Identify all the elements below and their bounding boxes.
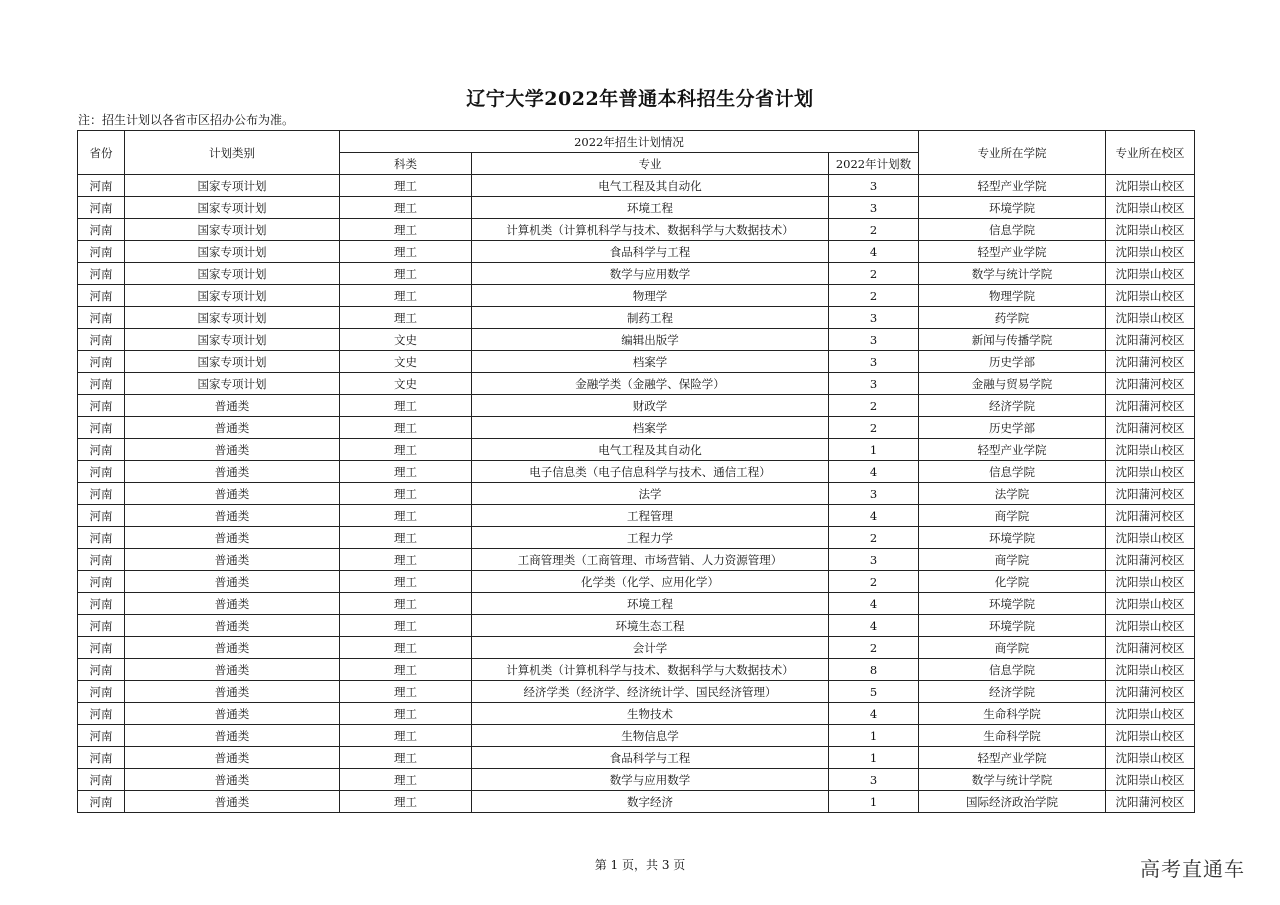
cell-major: 档案学 <box>472 351 829 373</box>
cell-count: 2 <box>829 395 919 417</box>
cell-major: 编辑出版学 <box>472 329 829 351</box>
table-row <box>78 351 1195 373</box>
cell-college: 环境学院 <box>919 593 1106 615</box>
cell-province: 河南 <box>78 439 125 461</box>
header-plan-type: 计划类别 <box>125 131 340 175</box>
cell-province: 河南 <box>78 219 125 241</box>
cell-subject: 理工 <box>340 417 472 439</box>
cell-count: 3 <box>829 175 919 197</box>
cell-province: 河南 <box>78 175 125 197</box>
cell-campus: 沈阳蒲河校区 <box>1106 351 1195 373</box>
cell-plan-type: 普通类 <box>125 725 340 747</box>
table-row <box>78 505 1195 527</box>
cell-major: 数字经济 <box>472 791 829 813</box>
page-title: 辽宁大学2022年普通本科招生分省计划 <box>466 88 814 110</box>
cell-province: 河南 <box>78 549 125 571</box>
table-row <box>78 285 1195 307</box>
cell-province: 河南 <box>78 373 125 395</box>
cell-plan-type: 普通类 <box>125 549 340 571</box>
table-row <box>78 461 1195 483</box>
cell-province: 河南 <box>78 615 125 637</box>
cell-count: 2 <box>829 263 919 285</box>
cell-province: 河南 <box>78 681 125 703</box>
table-row <box>78 439 1195 461</box>
cell-province: 河南 <box>78 351 125 373</box>
cell-college: 经济学院 <box>919 395 1106 417</box>
cell-count: 3 <box>829 549 919 571</box>
cell-count: 3 <box>829 483 919 505</box>
cell-campus: 沈阳蒲河校区 <box>1106 505 1195 527</box>
cell-province: 河南 <box>78 263 125 285</box>
cell-campus: 沈阳崇山校区 <box>1106 241 1195 263</box>
table-row <box>78 725 1195 747</box>
cell-count: 8 <box>829 659 919 681</box>
cell-count: 1 <box>829 791 919 813</box>
cell-campus: 沈阳蒲河校区 <box>1106 329 1195 351</box>
cell-count: 4 <box>829 703 919 725</box>
cell-subject: 理工 <box>340 197 472 219</box>
cell-major: 数学与应用数学 <box>472 769 829 791</box>
table-row <box>78 659 1195 681</box>
cell-campus: 沈阳蒲河校区 <box>1106 549 1195 571</box>
table-row <box>78 769 1195 791</box>
cell-college: 历史学部 <box>919 417 1106 439</box>
cell-major: 工程管理 <box>472 505 829 527</box>
cell-province: 河南 <box>78 197 125 219</box>
cell-plan-type: 普通类 <box>125 527 340 549</box>
table-row <box>78 747 1195 769</box>
cell-college: 物理学院 <box>919 285 1106 307</box>
cell-subject: 理工 <box>340 615 472 637</box>
cell-campus: 沈阳崇山校区 <box>1106 747 1195 769</box>
cell-subject: 理工 <box>340 593 472 615</box>
cell-subject: 理工 <box>340 395 472 417</box>
cell-plan-type: 国家专项计划 <box>125 329 340 351</box>
cell-count: 1 <box>829 439 919 461</box>
cell-major: 法学 <box>472 483 829 505</box>
cell-plan-type: 普通类 <box>125 659 340 681</box>
header-subject: 科类 <box>340 153 472 175</box>
cell-subject: 理工 <box>340 483 472 505</box>
table-row <box>78 395 1195 417</box>
cell-college: 环境学院 <box>919 527 1106 549</box>
cell-campus: 沈阳崇山校区 <box>1106 197 1195 219</box>
cell-major: 电子信息类（电子信息科学与技术、通信工程） <box>472 461 829 483</box>
cell-count: 4 <box>829 615 919 637</box>
cell-plan-type: 普通类 <box>125 703 340 725</box>
cell-count: 2 <box>829 285 919 307</box>
cell-campus: 沈阳崇山校区 <box>1106 175 1195 197</box>
cell-subject: 理工 <box>340 527 472 549</box>
table-row <box>78 483 1195 505</box>
cell-count: 4 <box>829 593 919 615</box>
cell-major: 生物信息学 <box>472 725 829 747</box>
cell-subject: 文史 <box>340 329 472 351</box>
cell-college: 生命科学院 <box>919 725 1106 747</box>
cell-subject: 理工 <box>340 263 472 285</box>
cell-count: 3 <box>829 373 919 395</box>
table-row <box>78 703 1195 725</box>
cell-college: 环境学院 <box>919 197 1106 219</box>
cell-campus: 沈阳蒲河校区 <box>1106 417 1195 439</box>
cell-plan-type: 国家专项计划 <box>125 175 340 197</box>
table-row <box>78 791 1195 813</box>
cell-subject: 理工 <box>340 219 472 241</box>
cell-subject: 理工 <box>340 725 472 747</box>
cell-campus: 沈阳蒲河校区 <box>1106 791 1195 813</box>
cell-plan-type: 普通类 <box>125 593 340 615</box>
cell-campus: 沈阳崇山校区 <box>1106 725 1195 747</box>
cell-campus: 沈阳崇山校区 <box>1106 527 1195 549</box>
cell-subject: 理工 <box>340 461 472 483</box>
cell-subject: 理工 <box>340 637 472 659</box>
cell-province: 河南 <box>78 241 125 263</box>
cell-major: 工程力学 <box>472 527 829 549</box>
cell-plan-type: 普通类 <box>125 439 340 461</box>
plan-table <box>77 130 1195 813</box>
cell-plan-type: 普通类 <box>125 395 340 417</box>
cell-major: 财政学 <box>472 395 829 417</box>
cell-subject: 文史 <box>340 351 472 373</box>
cell-plan-type: 普通类 <box>125 461 340 483</box>
cell-province: 河南 <box>78 505 125 527</box>
table-row <box>78 681 1195 703</box>
cell-plan-type: 普通类 <box>125 637 340 659</box>
cell-subject: 理工 <box>340 439 472 461</box>
cell-college: 轻型产业学院 <box>919 439 1106 461</box>
table-row <box>78 329 1195 351</box>
cell-subject: 理工 <box>340 681 472 703</box>
cell-major: 金融学类（金融学、保险学） <box>472 373 829 395</box>
cell-subject: 理工 <box>340 659 472 681</box>
cell-campus: 沈阳崇山校区 <box>1106 263 1195 285</box>
cell-college: 化学院 <box>919 571 1106 593</box>
cell-count: 2 <box>829 637 919 659</box>
header-province: 省份 <box>78 131 125 175</box>
cell-plan-type: 普通类 <box>125 505 340 527</box>
table-body <box>78 175 1195 813</box>
table-row <box>78 637 1195 659</box>
cell-province: 河南 <box>78 527 125 549</box>
cell-college: 药学院 <box>919 307 1106 329</box>
cell-major: 环境生态工程 <box>472 615 829 637</box>
cell-major: 工商管理类（工商管理、市场营销、人力资源管理） <box>472 549 829 571</box>
cell-subject: 理工 <box>340 241 472 263</box>
cell-subject: 理工 <box>340 307 472 329</box>
cell-major: 档案学 <box>472 417 829 439</box>
cell-campus: 沈阳蒲河校区 <box>1106 395 1195 417</box>
table-row <box>78 527 1195 549</box>
cell-college: 数学与统计学院 <box>919 769 1106 791</box>
cell-major: 食品科学与工程 <box>472 241 829 263</box>
cell-plan-type: 普通类 <box>125 483 340 505</box>
cell-count: 4 <box>829 505 919 527</box>
cell-province: 河南 <box>78 307 125 329</box>
cell-plan-type: 国家专项计划 <box>125 351 340 373</box>
cell-college: 信息学院 <box>919 461 1106 483</box>
note-text: 注：招生计划以各省市区招办公布为准。 <box>78 113 295 127</box>
cell-major: 经济学类（经济学、经济统计学、国民经济管理） <box>472 681 829 703</box>
cell-subject: 理工 <box>340 571 472 593</box>
cell-count: 3 <box>829 351 919 373</box>
cell-count: 3 <box>829 329 919 351</box>
cell-plan-type: 普通类 <box>125 769 340 791</box>
cell-college: 生命科学院 <box>919 703 1106 725</box>
cell-province: 河南 <box>78 329 125 351</box>
cell-plan-type: 普通类 <box>125 747 340 769</box>
cell-campus: 沈阳蒲河校区 <box>1106 373 1195 395</box>
cell-campus: 沈阳崇山校区 <box>1106 285 1195 307</box>
cell-college: 经济学院 <box>919 681 1106 703</box>
cell-college: 信息学院 <box>919 659 1106 681</box>
cell-campus: 沈阳蒲河校区 <box>1106 637 1195 659</box>
cell-count: 1 <box>829 747 919 769</box>
table-row <box>78 219 1195 241</box>
cell-plan-type: 国家专项计划 <box>125 197 340 219</box>
table-row <box>78 241 1195 263</box>
cell-plan-type: 国家专项计划 <box>125 373 340 395</box>
cell-plan-type: 国家专项计划 <box>125 241 340 263</box>
cell-college: 轻型产业学院 <box>919 241 1106 263</box>
table-row <box>78 263 1195 285</box>
cell-campus: 沈阳崇山校区 <box>1106 769 1195 791</box>
cell-province: 河南 <box>78 725 125 747</box>
cell-campus: 沈阳崇山校区 <box>1106 703 1195 725</box>
cell-major: 环境工程 <box>472 593 829 615</box>
cell-campus: 沈阳崇山校区 <box>1106 219 1195 241</box>
table-row <box>78 549 1195 571</box>
cell-major: 物理学 <box>472 285 829 307</box>
cell-count: 5 <box>829 681 919 703</box>
cell-subject: 理工 <box>340 549 472 571</box>
cell-campus: 沈阳崇山校区 <box>1106 461 1195 483</box>
cell-count: 3 <box>829 769 919 791</box>
cell-province: 河南 <box>78 417 125 439</box>
cell-college: 信息学院 <box>919 219 1106 241</box>
cell-college: 国际经济政治学院 <box>919 791 1106 813</box>
cell-campus: 沈阳崇山校区 <box>1106 571 1195 593</box>
cell-count: 4 <box>829 241 919 263</box>
cell-major: 计算机类（计算机科学与技术、数据科学与大数据技术） <box>472 219 829 241</box>
cell-college: 商学院 <box>919 637 1106 659</box>
cell-plan-type: 普通类 <box>125 681 340 703</box>
cell-province: 河南 <box>78 703 125 725</box>
cell-plan-type: 普通类 <box>125 615 340 637</box>
cell-college: 商学院 <box>919 505 1106 527</box>
cell-plan-type: 国家专项计划 <box>125 219 340 241</box>
table-row <box>78 307 1195 329</box>
cell-count: 2 <box>829 417 919 439</box>
table-row <box>78 615 1195 637</box>
cell-college: 商学院 <box>919 549 1106 571</box>
table-row <box>78 593 1195 615</box>
cell-province: 河南 <box>78 461 125 483</box>
cell-plan-type: 国家专项计划 <box>125 307 340 329</box>
cell-count: 1 <box>829 725 919 747</box>
cell-campus: 沈阳崇山校区 <box>1106 439 1195 461</box>
table-row <box>78 175 1195 197</box>
header-campus: 专业所在校区 <box>1106 131 1195 175</box>
cell-province: 河南 <box>78 747 125 769</box>
cell-plan-type: 普通类 <box>125 417 340 439</box>
header-major: 专业 <box>472 153 829 175</box>
cell-count: 2 <box>829 219 919 241</box>
cell-plan-type: 国家专项计划 <box>125 263 340 285</box>
cell-subject: 理工 <box>340 769 472 791</box>
cell-campus: 沈阳蒲河校区 <box>1106 681 1195 703</box>
cell-subject: 理工 <box>340 505 472 527</box>
cell-plan-type: 普通类 <box>125 571 340 593</box>
cell-province: 河南 <box>78 571 125 593</box>
cell-count: 2 <box>829 571 919 593</box>
cell-campus: 沈阳崇山校区 <box>1106 659 1195 681</box>
header-college: 专业所在学院 <box>919 131 1106 175</box>
cell-province: 河南 <box>78 483 125 505</box>
table-row <box>78 571 1195 593</box>
watermark-text: 高考直通车 <box>1140 857 1245 881</box>
cell-subject: 文史 <box>340 373 472 395</box>
cell-major: 制药工程 <box>472 307 829 329</box>
cell-college: 新闻与传播学院 <box>919 329 1106 351</box>
cell-campus: 沈阳崇山校区 <box>1106 307 1195 329</box>
cell-college: 数学与统计学院 <box>919 263 1106 285</box>
cell-province: 河南 <box>78 637 125 659</box>
cell-province: 河南 <box>78 395 125 417</box>
cell-subject: 理工 <box>340 747 472 769</box>
cell-campus: 沈阳崇山校区 <box>1106 593 1195 615</box>
cell-subject: 理工 <box>340 285 472 307</box>
cell-major: 电气工程及其自动化 <box>472 175 829 197</box>
cell-college: 法学院 <box>919 483 1106 505</box>
cell-college: 历史学部 <box>919 351 1106 373</box>
cell-count: 3 <box>829 197 919 219</box>
table-row <box>78 417 1195 439</box>
cell-count: 4 <box>829 461 919 483</box>
cell-campus: 沈阳蒲河校区 <box>1106 483 1195 505</box>
cell-province: 河南 <box>78 593 125 615</box>
table-header <box>78 131 1195 175</box>
cell-province: 河南 <box>78 769 125 791</box>
cell-count: 3 <box>829 307 919 329</box>
cell-subject: 理工 <box>340 703 472 725</box>
cell-province: 河南 <box>78 791 125 813</box>
cell-major: 生物技术 <box>472 703 829 725</box>
cell-subject: 理工 <box>340 175 472 197</box>
cell-subject: 理工 <box>340 791 472 813</box>
cell-count: 2 <box>829 527 919 549</box>
cell-major: 食品科学与工程 <box>472 747 829 769</box>
table-row <box>78 373 1195 395</box>
header-group: 2022年招生计划情况 <box>340 131 919 153</box>
cell-campus: 沈阳崇山校区 <box>1106 615 1195 637</box>
cell-college: 轻型产业学院 <box>919 175 1106 197</box>
cell-college: 轻型产业学院 <box>919 747 1106 769</box>
cell-province: 河南 <box>78 285 125 307</box>
cell-plan-type: 普通类 <box>125 791 340 813</box>
cell-college: 环境学院 <box>919 615 1106 637</box>
cell-major: 会计学 <box>472 637 829 659</box>
cell-major: 电气工程及其自动化 <box>472 439 829 461</box>
cell-major: 计算机类（计算机科学与技术、数据科学与大数据技术） <box>472 659 829 681</box>
cell-college: 金融与贸易学院 <box>919 373 1106 395</box>
cell-major: 化学类（化学、应用化学） <box>472 571 829 593</box>
cell-major: 环境工程 <box>472 197 829 219</box>
page-footer: 第 1 页，共 3 页 <box>594 858 686 872</box>
cell-province: 河南 <box>78 659 125 681</box>
cell-major: 数学与应用数学 <box>472 263 829 285</box>
header-count: 2022年计划数 <box>829 153 919 175</box>
table-row <box>78 197 1195 219</box>
cell-plan-type: 国家专项计划 <box>125 285 340 307</box>
